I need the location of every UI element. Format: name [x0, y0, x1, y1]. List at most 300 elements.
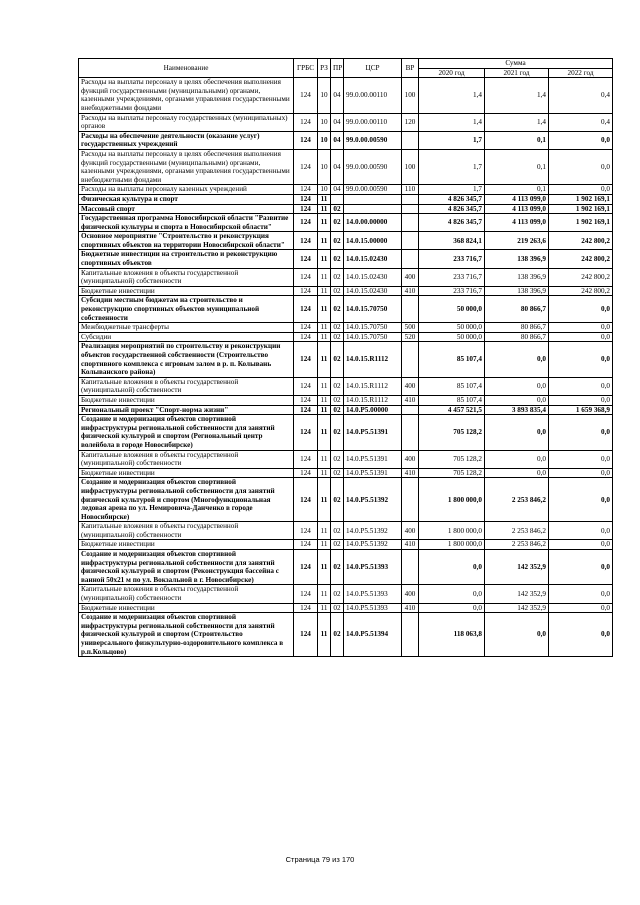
cell-2020: 0,0	[419, 550, 485, 585]
cell-grbs: 124	[294, 603, 318, 613]
cell-pr: 04	[331, 149, 344, 184]
cell-vr	[402, 232, 419, 250]
cell-2022: 0,0	[549, 585, 613, 603]
cell-2020: 0,0	[419, 585, 485, 603]
cell-name: Капитальные вложения в объекты государственной (муниципальной) собственности	[79, 522, 294, 540]
cell-pr: 02	[331, 468, 344, 478]
cell-2021: 2 253 846,2	[485, 540, 549, 550]
table-row	[79, 113, 613, 131]
cell-rz: 11	[318, 377, 331, 395]
cell-2022: 0,0	[549, 603, 613, 613]
table-row	[79, 185, 613, 195]
budget-table	[78, 58, 613, 657]
cell-pr: 02	[331, 332, 344, 342]
cell-csr: 99.0.00.00590	[344, 149, 402, 184]
cell-2021: 142 352,9	[485, 603, 549, 613]
table-row	[79, 478, 613, 522]
cell-name: Создание и модернизация объектов спортивной инфраструктуры региональной собственности для занятий физической культурой и спортом (Строительство универсального физкультурно-оздоровительного комплекса в р.п.Кольцово)	[79, 613, 294, 657]
cell-grbs: 124	[294, 268, 318, 286]
cell-2021: 3 893 835,4	[485, 405, 549, 415]
cell-rz: 11	[318, 540, 331, 550]
cell-name: Расходы на выплаты персоналу в целях обеспечения выполнения функций государственными (муниципальными) органами, казенными учреждениями, органами управления государственными внебюджетными фондами	[79, 149, 294, 184]
cell-rz: 11	[318, 286, 331, 296]
cell-2022: 0,0	[549, 540, 613, 550]
cell-vr: 520	[402, 332, 419, 342]
cell-csr: 14.0.15.02430	[344, 250, 402, 268]
cell-vr	[402, 250, 419, 268]
cell-name: Создание и модернизация объектов спортивной инфраструктуры региональной собственности для занятий физической культурой и спортом (Региональный центр волейбола в городе Новосибирске)	[79, 415, 294, 450]
cell-vr	[402, 613, 419, 657]
table-row	[79, 296, 613, 323]
cell-2021: 80 866,7	[485, 332, 549, 342]
cell-pr: 02	[331, 585, 344, 603]
cell-2020: 85 107,4	[419, 377, 485, 395]
cell-csr: 99.0.00.00110	[344, 78, 402, 113]
cell-vr: 410	[402, 286, 419, 296]
cell-grbs: 124	[294, 131, 318, 149]
cell-2022: 0,0	[549, 332, 613, 342]
cell-name: Создание и модернизация объектов спортивной инфраструктуры региональной собственности для занятий физической культурой и спортом (Многофункциональная ледовая арена по ул. Немировича-Данченко в городе Новосибирске)	[79, 478, 294, 522]
cell-name: Реализация мероприятий по строительству и реконструкции объектов государственной собственности (Строительство спортивного комплекса с игровым залом в р. п. Колывань Колыванского района)	[79, 342, 294, 377]
table-header	[79, 59, 613, 78]
table-row	[79, 332, 613, 342]
cell-2020: 118 063,8	[419, 613, 485, 657]
cell-2020: 1,7	[419, 131, 485, 149]
cell-2021: 138 396,9	[485, 286, 549, 296]
cell-grbs: 124	[294, 377, 318, 395]
cell-grbs: 124	[294, 405, 318, 415]
cell-2020: 50 000,0	[419, 323, 485, 333]
cell-vr	[402, 214, 419, 232]
cell-rz: 11	[318, 478, 331, 522]
cell-name: Массовый спорт	[79, 204, 294, 214]
cell-rz: 11	[318, 603, 331, 613]
cell-pr: 02	[331, 405, 344, 415]
table-row	[79, 540, 613, 550]
cell-rz: 11	[318, 450, 331, 468]
cell-pr	[331, 194, 344, 204]
table-row	[79, 603, 613, 613]
cell-csr: 14.0.15.R1112	[344, 342, 402, 377]
cell-2022: 0,0	[549, 377, 613, 395]
table-row	[79, 342, 613, 377]
cell-csr: 14.0.P5.51393	[344, 550, 402, 585]
cell-2020: 1 800 000,0	[419, 522, 485, 540]
col-name-header: Наименование	[79, 59, 294, 78]
cell-2022: 0,4	[549, 78, 613, 113]
cell-rz: 10	[318, 131, 331, 149]
cell-rz: 11	[318, 250, 331, 268]
cell-2021: 4 113 099,0	[485, 194, 549, 204]
cell-name: Капитальные вложения в объекты государственной (муниципальной) собственности	[79, 585, 294, 603]
cell-grbs: 124	[294, 296, 318, 323]
cell-pr: 04	[331, 131, 344, 149]
cell-2020: 1 800 000,0	[419, 478, 485, 522]
cell-vr	[402, 415, 419, 450]
table-row	[79, 395, 613, 405]
cell-2022: 0,0	[549, 613, 613, 657]
cell-vr	[402, 296, 419, 323]
cell-vr: 120	[402, 113, 419, 131]
table-row	[79, 377, 613, 395]
cell-rz: 11	[318, 468, 331, 478]
cell-grbs: 124	[294, 185, 318, 195]
cell-grbs: 124	[294, 204, 318, 214]
cell-2022: 0,0	[549, 149, 613, 184]
col-sum-header: Сумма	[419, 59, 613, 69]
cell-rz: 11	[318, 342, 331, 377]
cell-2021: 0,0	[485, 415, 549, 450]
cell-vr	[402, 342, 419, 377]
cell-pr: 02	[331, 250, 344, 268]
cell-pr: 02	[331, 450, 344, 468]
cell-rz: 11	[318, 232, 331, 250]
cell-csr: 14.0.15.02430	[344, 286, 402, 296]
col-rz-header: РЗ	[318, 59, 331, 78]
cell-grbs: 124	[294, 214, 318, 232]
cell-2020: 85 107,4	[419, 342, 485, 377]
cell-2022: 1 659 368,9	[549, 405, 613, 415]
cell-grbs: 124	[294, 540, 318, 550]
cell-vr	[402, 204, 419, 214]
cell-csr: 14.0.P5.51393	[344, 603, 402, 613]
cell-csr: 14.0.15.R1112	[344, 395, 402, 405]
cell-2020: 1,7	[419, 149, 485, 184]
cell-vr: 410	[402, 540, 419, 550]
cell-name: Субсидии местным бюджетам на строительство и реконструкцию спортивных объектов муниципальной собственности	[79, 296, 294, 323]
table-body	[79, 78, 613, 657]
cell-name: Бюджетные инвестиции	[79, 603, 294, 613]
cell-2022: 0,0	[549, 468, 613, 478]
cell-name: Капитальные вложения в объекты государственной (муниципальной) собственности	[79, 268, 294, 286]
cell-csr: 99.0.00.00590	[344, 131, 402, 149]
cell-2020: 4 457 521,5	[419, 405, 485, 415]
cell-2020: 4 826 345,7	[419, 214, 485, 232]
cell-2021: 0,0	[485, 342, 549, 377]
cell-vr: 410	[402, 395, 419, 405]
cell-pr: 02	[331, 204, 344, 214]
cell-2022: 1 902 169,1	[549, 194, 613, 204]
cell-grbs: 124	[294, 395, 318, 405]
cell-2020: 50 000,0	[419, 296, 485, 323]
cell-2021: 0,1	[485, 185, 549, 195]
cell-pr: 02	[331, 550, 344, 585]
table-row	[79, 550, 613, 585]
table-row	[79, 78, 613, 113]
cell-2020: 233 716,7	[419, 250, 485, 268]
cell-rz: 11	[318, 405, 331, 415]
cell-pr: 02	[331, 478, 344, 522]
table-row	[79, 450, 613, 468]
page-number: Страница 79 из 170	[285, 855, 355, 864]
cell-grbs: 124	[294, 323, 318, 333]
cell-2021: 142 352,9	[485, 585, 549, 603]
cell-pr: 02	[331, 232, 344, 250]
cell-2020: 4 826 345,7	[419, 194, 485, 204]
cell-rz: 11	[318, 194, 331, 204]
col-vr-header: ВР	[402, 59, 419, 78]
cell-rz: 11	[318, 395, 331, 405]
cell-2021: 2 253 846,2	[485, 522, 549, 540]
cell-name: Расходы на выплаты персоналу государственных (муниципальных) органов	[79, 113, 294, 131]
cell-csr: 14.0.15.R1112	[344, 377, 402, 395]
cell-name: Межбюджетные трансферты	[79, 323, 294, 333]
table-row	[79, 405, 613, 415]
cell-csr: 14.0.15.70750	[344, 296, 402, 323]
cell-csr: 99.0.00.00110	[344, 113, 402, 131]
cell-csr	[344, 194, 402, 204]
cell-csr: 14.0.P5.51391	[344, 450, 402, 468]
table-row	[79, 468, 613, 478]
col-2021-header: 2021 год	[485, 68, 549, 78]
cell-2022: 0,4	[549, 113, 613, 131]
table-row	[79, 149, 613, 184]
cell-2020: 0,0	[419, 603, 485, 613]
cell-2021: 1,4	[485, 113, 549, 131]
table-row	[79, 214, 613, 232]
cell-2020: 705 128,2	[419, 468, 485, 478]
table-row	[79, 585, 613, 603]
cell-grbs: 124	[294, 478, 318, 522]
cell-2022: 0,0	[549, 478, 613, 522]
cell-2021: 80 866,7	[485, 323, 549, 333]
cell-2020: 1,4	[419, 78, 485, 113]
cell-2021: 0,1	[485, 149, 549, 184]
table-row	[79, 522, 613, 540]
cell-vr: 410	[402, 468, 419, 478]
cell-name: Капитальные вложения в объекты государственной (муниципальной) собственности	[79, 450, 294, 468]
table-row	[79, 613, 613, 657]
cell-2022: 242 800,2	[549, 232, 613, 250]
cell-2022: 0,0	[549, 450, 613, 468]
cell-vr	[402, 550, 419, 585]
cell-vr: 400	[402, 450, 419, 468]
cell-csr: 14.0.15.70750	[344, 332, 402, 342]
cell-name: Субсидии	[79, 332, 294, 342]
cell-grbs: 124	[294, 149, 318, 184]
cell-2021: 0,0	[485, 377, 549, 395]
col-2022-header: 2022 год	[549, 68, 613, 78]
cell-pr: 02	[331, 415, 344, 450]
cell-csr: 14.0.P5.00000	[344, 405, 402, 415]
cell-csr: 99.0.00.00590	[344, 185, 402, 195]
cell-2021: 0,0	[485, 450, 549, 468]
cell-grbs: 124	[294, 450, 318, 468]
cell-2020: 4 826 345,7	[419, 204, 485, 214]
cell-pr: 02	[331, 395, 344, 405]
cell-2020: 705 128,2	[419, 450, 485, 468]
cell-2021: 0,1	[485, 131, 549, 149]
cell-2022: 0,0	[549, 415, 613, 450]
cell-csr: 14.0.P5.51391	[344, 468, 402, 478]
cell-2022: 0,0	[549, 185, 613, 195]
cell-rz: 11	[318, 613, 331, 657]
cell-pr: 02	[331, 603, 344, 613]
cell-2021: 4 113 099,0	[485, 214, 549, 232]
cell-2021: 0,0	[485, 613, 549, 657]
cell-vr: 500	[402, 323, 419, 333]
cell-csr: 14.0.15.02430	[344, 268, 402, 286]
cell-pr: 02	[331, 296, 344, 323]
cell-vr: 400	[402, 522, 419, 540]
cell-name: Бюджетные инвестиции на строительство и реконструкцию спортивных объектов	[79, 250, 294, 268]
cell-vr: 110	[402, 185, 419, 195]
cell-pr: 02	[331, 342, 344, 377]
cell-2020: 233 716,7	[419, 286, 485, 296]
cell-name: Создание и модернизация объектов спортивной инфраструктуры региональной собственности для занятий физической культурой и спортом (Реконструкция бассейна с ванной 50х21 м по ул. Вокзальной в г. Новосибирске)	[79, 550, 294, 585]
cell-csr: 14.0.15.70750	[344, 323, 402, 333]
cell-name: Основное мероприятие "Строительство и реконструкция спортивных объектов на территории Новосибирской области"	[79, 232, 294, 250]
cell-rz: 11	[318, 522, 331, 540]
cell-grbs: 124	[294, 232, 318, 250]
cell-name: Бюджетные инвестиции	[79, 286, 294, 296]
table-row	[79, 415, 613, 450]
cell-vr	[402, 405, 419, 415]
table-row	[79, 250, 613, 268]
cell-2022: 242 800,2	[549, 250, 613, 268]
cell-rz: 11	[318, 214, 331, 232]
cell-grbs: 124	[294, 250, 318, 268]
cell-rz: 11	[318, 585, 331, 603]
cell-grbs: 124	[294, 342, 318, 377]
cell-grbs: 124	[294, 468, 318, 478]
table-row	[79, 286, 613, 296]
cell-2021: 2 253 846,2	[485, 478, 549, 522]
cell-vr	[402, 131, 419, 149]
cell-grbs: 124	[294, 613, 318, 657]
cell-pr: 02	[331, 540, 344, 550]
cell-2021: 4 113 099,0	[485, 204, 549, 214]
cell-grbs: 124	[294, 194, 318, 204]
cell-2022: 242 800,2	[549, 268, 613, 286]
cell-2022: 1 902 169,1	[549, 204, 613, 214]
cell-2021: 142 352,9	[485, 550, 549, 585]
cell-pr: 02	[331, 323, 344, 333]
table-row	[79, 194, 613, 204]
cell-rz: 11	[318, 550, 331, 585]
cell-rz: 11	[318, 323, 331, 333]
cell-grbs: 124	[294, 415, 318, 450]
cell-2022: 0,0	[549, 550, 613, 585]
cell-pr: 04	[331, 113, 344, 131]
cell-pr: 02	[331, 214, 344, 232]
cell-rz: 11	[318, 415, 331, 450]
cell-name: Бюджетные инвестиции	[79, 395, 294, 405]
cell-2022: 0,0	[549, 131, 613, 149]
cell-name: Государственная программа Новосибирской области "Развитие физической культуры и спорта в Новосибирской области"	[79, 214, 294, 232]
cell-csr: 14.0.P5.51391	[344, 415, 402, 450]
cell-vr	[402, 194, 419, 204]
table-row	[79, 131, 613, 149]
cell-vr: 400	[402, 268, 419, 286]
cell-2020: 1,7	[419, 185, 485, 195]
table-row	[79, 204, 613, 214]
cell-2021: 219 263,6	[485, 232, 549, 250]
cell-2022: 1 902 169,1	[549, 214, 613, 232]
cell-2022: 0,0	[549, 296, 613, 323]
cell-2021: 138 396,9	[485, 250, 549, 268]
cell-grbs: 124	[294, 78, 318, 113]
cell-2020: 233 716,7	[419, 268, 485, 286]
cell-2020: 85 107,4	[419, 395, 485, 405]
cell-2020: 50 000,0	[419, 332, 485, 342]
cell-2021: 1,4	[485, 78, 549, 113]
cell-grbs: 124	[294, 332, 318, 342]
cell-rz: 11	[318, 204, 331, 214]
cell-name: Расходы на выплаты персоналу казенных учреждений	[79, 185, 294, 195]
cell-2022: 242 800,2	[549, 286, 613, 296]
cell-2020: 368 824,1	[419, 232, 485, 250]
cell-name: Бюджетные инвестиции	[79, 468, 294, 478]
cell-2020: 705 128,2	[419, 415, 485, 450]
cell-csr: 14.0.P5.51392	[344, 540, 402, 550]
cell-csr: 14.0.P5.51392	[344, 522, 402, 540]
cell-grbs: 124	[294, 522, 318, 540]
cell-csr	[344, 204, 402, 214]
cell-csr: 14.0.00.00000	[344, 214, 402, 232]
col-2020-header: 2020 год	[419, 68, 485, 78]
cell-rz: 11	[318, 268, 331, 286]
cell-grbs: 124	[294, 585, 318, 603]
cell-name: Расходы на выплаты персоналу в целях обеспечения выполнения функций государственными (муниципальными) органами, казенными учреждениями, органами управления государственными внебюджетными фондами	[79, 78, 294, 113]
cell-2021: 80 866,7	[485, 296, 549, 323]
col-grbs-header: ГРБС	[294, 59, 318, 78]
cell-grbs: 124	[294, 550, 318, 585]
cell-name: Физическая культура и спорт	[79, 194, 294, 204]
col-csr-header: ЦСР	[344, 59, 402, 78]
col-pr-header: ПР	[331, 59, 344, 78]
cell-grbs: 124	[294, 286, 318, 296]
cell-name: Расходы на обеспечение деятельности (оказание услуг) государственных учреждений	[79, 131, 294, 149]
cell-csr: 14.0.15.00000	[344, 232, 402, 250]
cell-pr: 02	[331, 286, 344, 296]
cell-pr: 04	[331, 78, 344, 113]
cell-pr: 02	[331, 613, 344, 657]
cell-name: Региональный проект "Спорт-норма жизни"	[79, 405, 294, 415]
cell-2022: 0,0	[549, 522, 613, 540]
cell-rz: 10	[318, 149, 331, 184]
cell-2021: 0,0	[485, 468, 549, 478]
cell-2020: 1,4	[419, 113, 485, 131]
table-row	[79, 232, 613, 250]
cell-grbs: 124	[294, 113, 318, 131]
cell-rz: 10	[318, 78, 331, 113]
table-row	[79, 268, 613, 286]
table-row	[79, 323, 613, 333]
cell-csr: 14.0.P5.51394	[344, 613, 402, 657]
cell-2022: 0,0	[549, 323, 613, 333]
cell-rz: 11	[318, 296, 331, 323]
cell-rz: 10	[318, 185, 331, 195]
cell-name: Капитальные вложения в объекты государственной (муниципальной) собственности	[79, 377, 294, 395]
cell-vr: 100	[402, 149, 419, 184]
cell-vr: 400	[402, 585, 419, 603]
cell-2021: 138 396,9	[485, 268, 549, 286]
cell-vr: 400	[402, 377, 419, 395]
cell-pr: 02	[331, 377, 344, 395]
cell-vr: 100	[402, 78, 419, 113]
cell-2022: 0,0	[549, 395, 613, 405]
cell-csr: 14.0.P5.51392	[344, 478, 402, 522]
cell-name: Бюджетные инвестиции	[79, 540, 294, 550]
cell-csr: 14.0.P5.51393	[344, 585, 402, 603]
cell-rz: 11	[318, 332, 331, 342]
cell-2020: 1 800 000,0	[419, 540, 485, 550]
cell-pr: 04	[331, 185, 344, 195]
cell-vr	[402, 478, 419, 522]
cell-pr: 02	[331, 522, 344, 540]
cell-2021: 0,0	[485, 395, 549, 405]
